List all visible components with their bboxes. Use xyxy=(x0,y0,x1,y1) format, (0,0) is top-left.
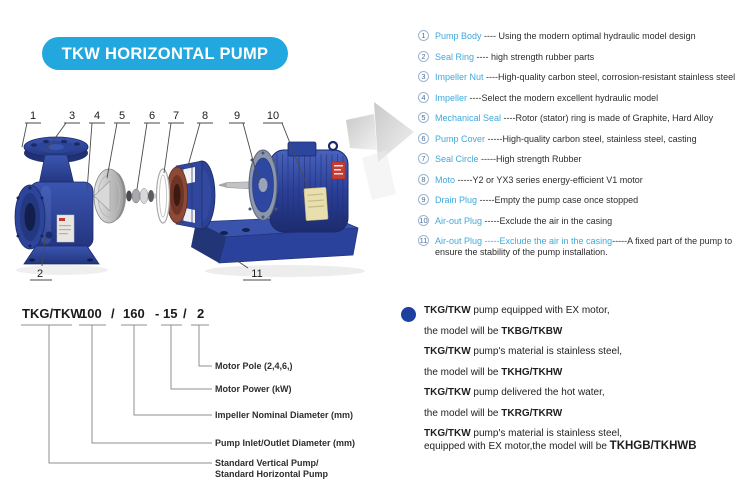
model-pole: 2 xyxy=(197,306,205,321)
variants-list xyxy=(424,305,754,462)
list-item xyxy=(418,52,756,63)
variant-line: TKG/TKW pump's material is stainless steel, xyxy=(424,346,623,357)
page-title: TKW HORIZONTAL PUMP xyxy=(42,37,288,70)
part-text: Mechanical Seal ----Rotor (stator) ring is made of Graphite, Hard Alloy xyxy=(435,113,714,123)
part-text: Impeller ----Select the modern excellent hydraulic model xyxy=(435,92,659,103)
circled-number: 11 xyxy=(419,236,428,245)
callout-impeller-diameter: Impeller Nominal Diameter (mm) xyxy=(215,410,354,420)
arrow-right-icon xyxy=(346,102,414,200)
model-dash: - xyxy=(155,306,160,321)
pump-exploded-diagram xyxy=(0,90,432,292)
list-item xyxy=(418,72,756,83)
circled-number: 5 xyxy=(418,112,429,123)
part-number-6: 6 xyxy=(148,110,156,122)
variant-line: the model will be TKRG/TKRW xyxy=(424,407,563,419)
circled-number: 9 xyxy=(418,194,429,205)
part-number-3: 3 xyxy=(68,110,76,122)
variant-line: equipped with EX motor,the model will be TKHGB/TKHWB xyxy=(424,440,697,452)
shadows xyxy=(16,265,365,277)
variant-line: the model will be TKBG/TKBW xyxy=(424,325,563,337)
part-text: Pump Cover -----High-quality carbon steel, stainless steel, casting xyxy=(435,133,697,144)
part-text: Seal Circle -----High strength Rubber xyxy=(435,154,582,164)
model-slash1: / xyxy=(111,306,115,321)
pump-cover xyxy=(167,161,216,229)
list-item xyxy=(418,175,756,186)
pump-feet xyxy=(24,246,99,264)
motor xyxy=(219,142,348,232)
part-text: Air-out Plug -----Exclude the air in the casing-----A fixed part of the pump to ensure the stability of the pump installation. xyxy=(435,236,733,257)
model-code xyxy=(22,306,204,321)
callout-lines xyxy=(21,325,212,463)
list-item xyxy=(418,113,756,124)
part-text: Pump Body ---- Using the modern optimal hydraulic model design xyxy=(435,31,696,41)
callout-labels xyxy=(215,361,355,479)
part-text: Impeller Nut ----High-quality carbon steel, corrosion-resistant stainless steel xyxy=(435,72,736,82)
part-text: Seal Ring ---- high strength rubber parts xyxy=(435,51,595,62)
list-item xyxy=(418,134,756,145)
circled-number: 8 xyxy=(418,174,429,185)
part-number-5: 5 xyxy=(118,110,126,122)
part-text: Moto -----Y2 or YX3 series energy-efficient V1 motor xyxy=(435,174,643,185)
model-inlet: 100 xyxy=(80,306,102,321)
callout-motor-power: Motor Power (kW) xyxy=(215,384,292,394)
list-item xyxy=(418,236,756,258)
callout-motor-pole: Motor Pole (2,4,6,) xyxy=(215,361,293,371)
circled-number: 7 xyxy=(418,153,429,164)
bullet-icon xyxy=(401,307,416,322)
list-item xyxy=(418,154,756,165)
part-text: Drain Plug -----Empty the pump case once stopped xyxy=(435,195,639,205)
part-text: Air-out Plug -----Exclude the air in the casing xyxy=(435,215,613,226)
part-number-11: 11 xyxy=(251,268,263,280)
circled-number: 6 xyxy=(418,133,429,144)
drain-plug-boss xyxy=(46,232,53,239)
circled-number: 1 xyxy=(418,30,429,41)
nameplate xyxy=(304,187,328,220)
part-number-2: 2 xyxy=(36,268,44,280)
variant-line: the model will be TKHG/TKHW xyxy=(424,366,563,378)
part-number-8: 8 xyxy=(201,110,209,122)
circled-number: 10 xyxy=(419,215,428,225)
model-series: TKG/TKW xyxy=(22,306,83,321)
lifting-eye xyxy=(329,142,337,150)
circled-number: 3 xyxy=(418,71,429,82)
variant-line: TKG/TKW pump equipped with EX motor, xyxy=(424,305,610,316)
variant-line: TKG/TKW pump delivered the hot water, xyxy=(424,387,605,398)
part-number-9: 9 xyxy=(233,110,241,122)
callout-standard-horizontal: Standard Horizontal Pump xyxy=(215,469,329,479)
variant-line: TKG/TKW pump's material is stainless steel, xyxy=(424,428,623,439)
shaft-tip xyxy=(219,183,226,188)
part-number-7: 7 xyxy=(172,110,180,122)
circled-number: 4 xyxy=(418,92,429,103)
list-item xyxy=(418,93,756,104)
pump-body xyxy=(15,137,99,264)
part-number-4: 4 xyxy=(93,110,101,122)
part-number-1: 1 xyxy=(29,110,37,122)
callout-inlet-diameter: Pump Inlet/Outlet Diameter (mm) xyxy=(215,438,356,448)
mechanical-seal xyxy=(126,189,154,204)
model-power: 15 xyxy=(163,306,178,321)
list-item xyxy=(418,31,756,42)
callout-standard-vertical: Standard Vertical Pump/ xyxy=(215,458,319,468)
list-item xyxy=(418,195,756,206)
circled-number: 2 xyxy=(418,51,429,62)
list-item xyxy=(418,216,756,227)
model-impeller: 160 xyxy=(123,306,145,321)
model-slash2: / xyxy=(183,306,187,321)
part-number-10: 10 xyxy=(266,110,280,122)
parts-list xyxy=(418,31,756,268)
model-code-diagram xyxy=(12,298,402,498)
seal-circle-oring xyxy=(157,169,170,223)
